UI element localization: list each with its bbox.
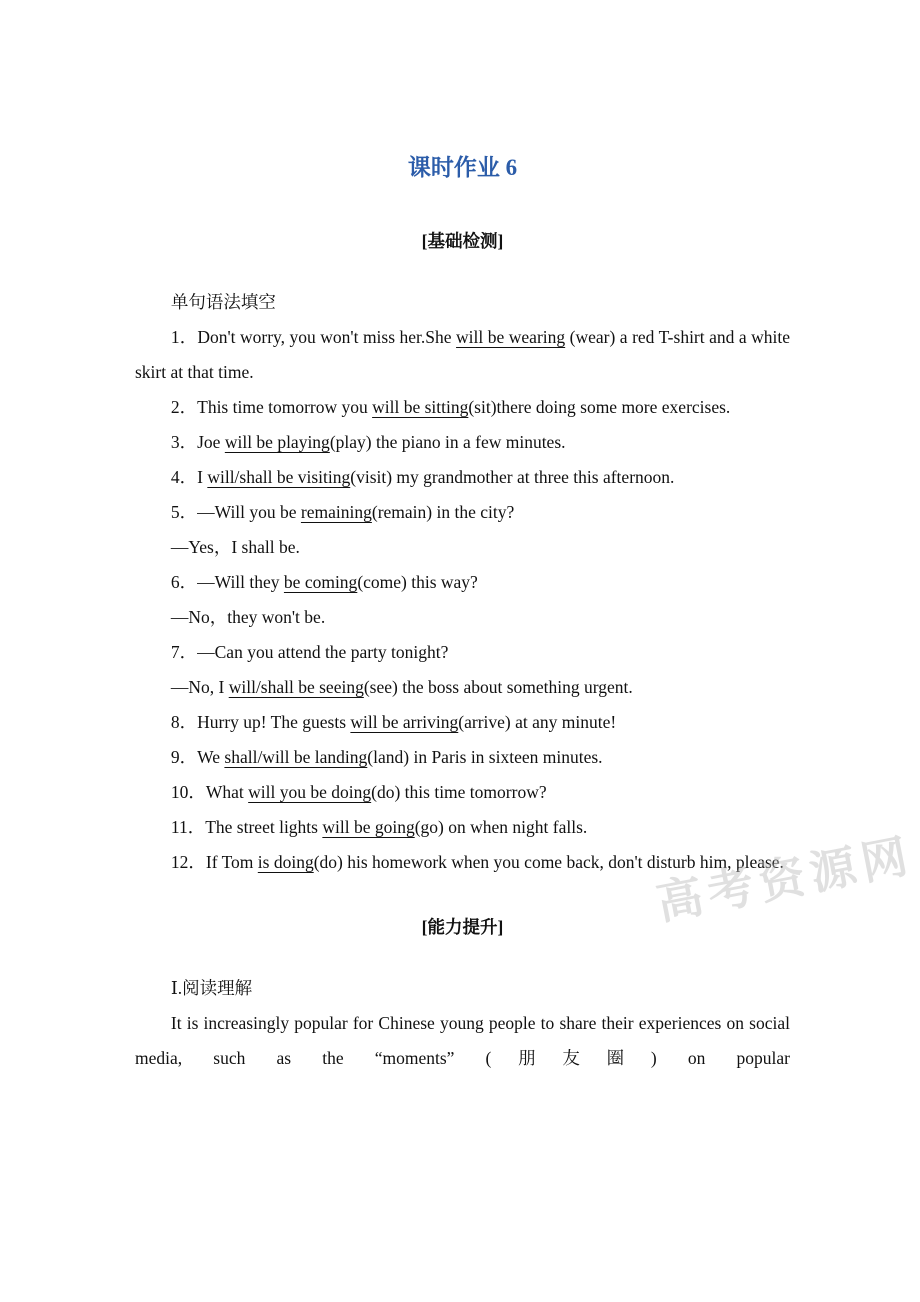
section-header-ability: [能力提升] — [421, 917, 504, 937]
exercise-line — [135, 425, 790, 460]
exercise-text: (go) on when night falls. — [414, 817, 588, 837]
exercise-line — [135, 635, 790, 670]
exercise-text: 5．—Will you be — [170, 502, 301, 522]
exercise-text: 2．This time tomorrow you — [170, 397, 373, 417]
answer-blank: will be sitting — [372, 397, 469, 417]
exercise-text: 12．If Tom — [170, 852, 258, 872]
exercise-text: 4．I — [170, 467, 208, 487]
exercise-text: 1．Don't worry, you won't miss her.She — [170, 327, 457, 347]
exercise-line — [135, 775, 790, 810]
answer-blank: will/shall be seeing — [228, 677, 364, 697]
exercise-text: 9．We — [170, 747, 225, 767]
section-header-basic: [基础检测] — [421, 231, 504, 251]
exercise-line — [135, 600, 790, 635]
exercise-text: 7．—Can you attend the party tonight? — [170, 642, 449, 662]
reading-paragraph: It is increasingly popular for Chinese young people to share their experiences on social media, such as the “moments” (朋友圈) on popular — [135, 1013, 790, 1068]
answer-blank: will be going — [322, 817, 415, 837]
exercise-text: 6．—Will they — [170, 572, 284, 592]
exercise-text: (play) the piano in a few minutes. — [329, 432, 566, 452]
exercise-text: (come) this way? — [357, 572, 478, 592]
exercise-line — [135, 670, 790, 705]
answer-blank: shall/will be landing — [224, 747, 368, 767]
exercise-text: (arrive) at any minute! — [458, 712, 617, 732]
answer-blank: will be playing — [224, 432, 330, 452]
exercise-line — [135, 320, 790, 390]
exercise-text: (sit)there doing some more exercises. — [468, 397, 731, 417]
grammar-subheader: 单句语法填空 — [170, 292, 276, 312]
page-title: 课时作业 6 — [407, 155, 518, 180]
watermark: 高考资源网 — [652, 829, 918, 930]
exercise-text: —No, I — [170, 677, 229, 697]
exercise-line — [135, 390, 790, 425]
exercise-text: 10．What — [170, 782, 249, 802]
exercise-text: 11．The street lights — [170, 817, 323, 837]
answer-blank: be coming — [283, 572, 358, 592]
answer-blank: will you be doing — [248, 782, 372, 802]
exercise-text: —No，they won't be. — [170, 607, 326, 627]
exercise-text: (land) in Paris in sixteen minutes. — [367, 747, 603, 767]
exercise-text: (do) his homework when you come back, don't disturb him, please. — [313, 852, 784, 872]
answer-blank: is doing — [257, 852, 314, 872]
exercise-text: (see) the boss about something urgent. — [363, 677, 633, 697]
answer-blank: will/shall be visiting — [207, 467, 351, 487]
exercise-text: —Yes，I shall be. — [170, 537, 300, 557]
exercise-line — [135, 565, 790, 600]
exercise-line — [135, 495, 790, 530]
exercise-line — [135, 740, 790, 775]
answer-blank: will be wearing — [456, 327, 566, 347]
exercise-text: (visit) my grandmother at three this afternoon. — [350, 467, 675, 487]
reading-header: Ⅰ.阅读理解 — [170, 978, 253, 998]
answer-blank: remaining — [300, 502, 372, 522]
exercise-text: (remain) in the city? — [371, 502, 515, 522]
exercise-line — [135, 810, 790, 845]
exercise-text: (do) this time tomorrow? — [371, 782, 547, 802]
exercise-line — [135, 845, 790, 880]
exercise-text: 8．Hurry up! The guests — [170, 712, 351, 732]
exercise-line — [135, 530, 790, 565]
exercise-line — [135, 460, 790, 495]
exercise-line — [135, 705, 790, 740]
exercise-text: 3．Joe — [170, 432, 225, 452]
answer-blank: will be arriving — [350, 712, 459, 732]
exercise-text: (wear) a red T-shirt and a white skirt at that time. — [135, 327, 791, 382]
exercise-list — [135, 320, 790, 880]
